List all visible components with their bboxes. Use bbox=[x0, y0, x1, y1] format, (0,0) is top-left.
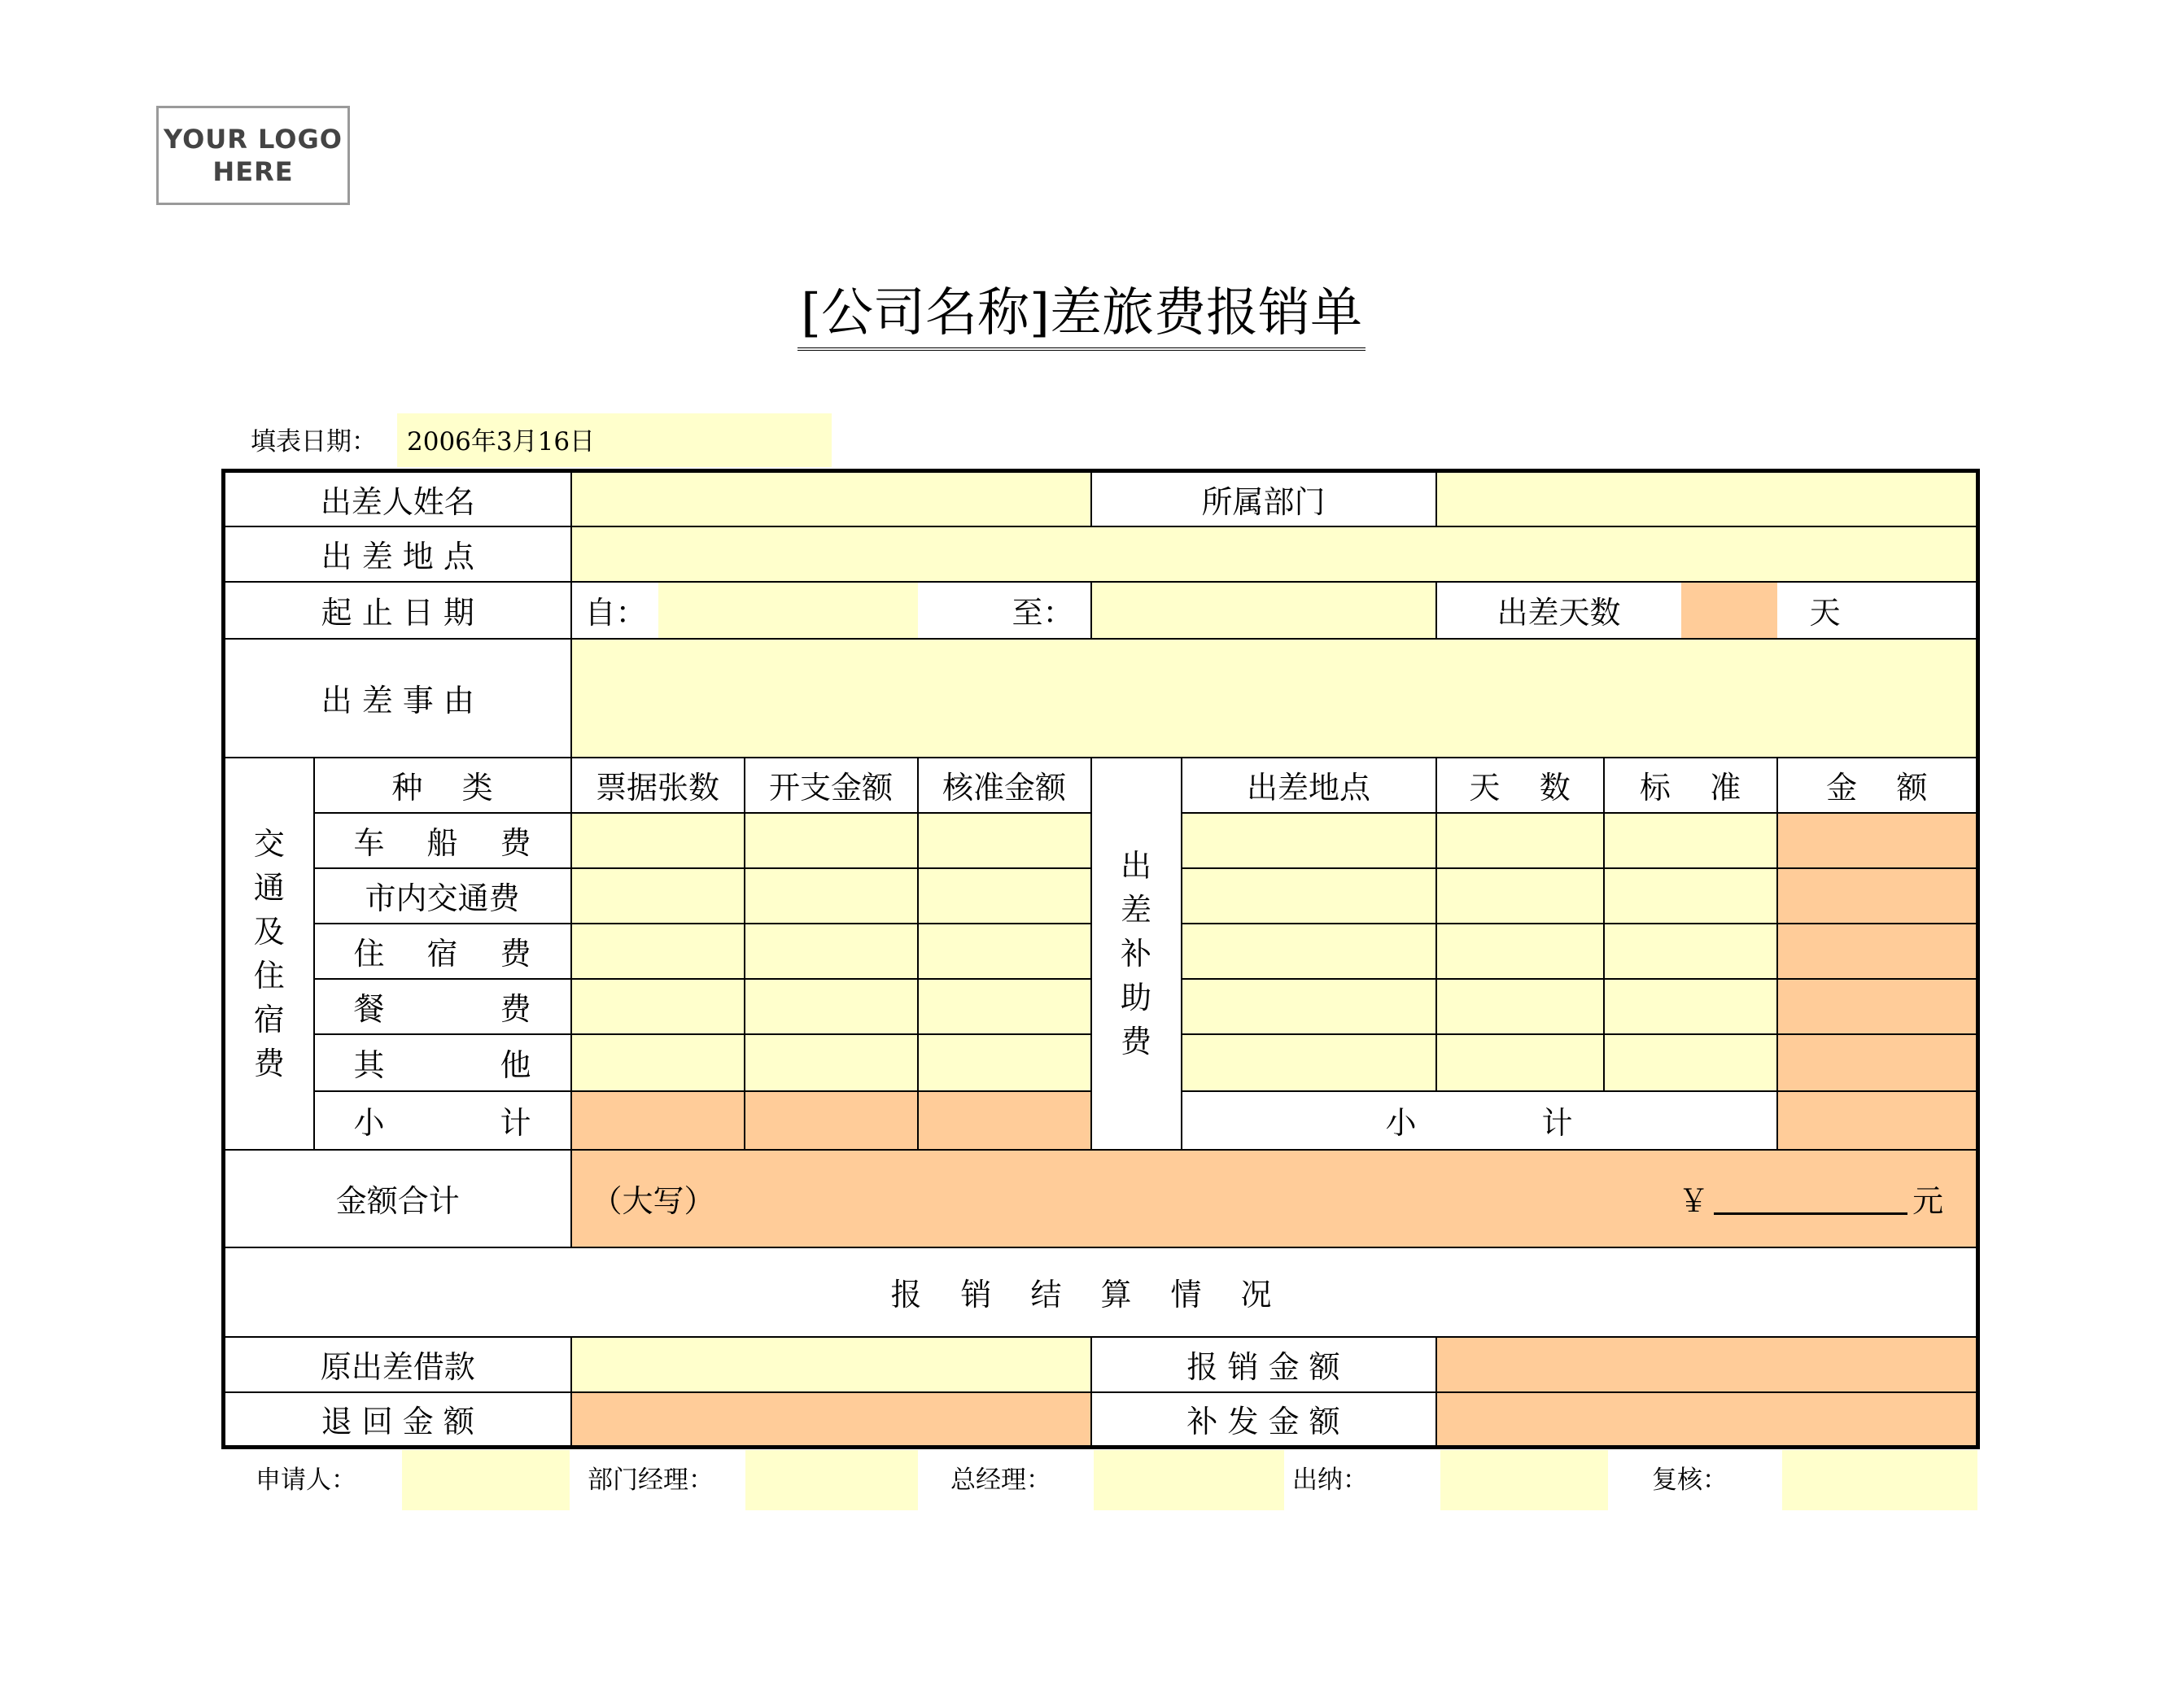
transport-group-label bbox=[224, 758, 314, 1150]
allowance-amount-field[interactable] bbox=[1777, 868, 1978, 924]
settlement-title-text: 报销结算情况 bbox=[890, 1277, 1311, 1313]
fill-date-label: 填表日期： bbox=[251, 427, 377, 456]
row-traveler bbox=[224, 471, 1978, 526]
expense-type-label bbox=[314, 924, 571, 979]
expense-type-label bbox=[314, 979, 571, 1034]
allowance-standard-field[interactable] bbox=[1604, 979, 1777, 1034]
label-part: 餐 bbox=[353, 991, 385, 1027]
allowance-group-char: 补 bbox=[1121, 935, 1152, 972]
label-part: 他 bbox=[500, 1047, 531, 1083]
period-label: 起 止 日 期 bbox=[224, 582, 571, 639]
allowance-group-label bbox=[1091, 758, 1182, 1150]
from-date-field-a[interactable] bbox=[658, 583, 745, 638]
refund-amount-field[interactable] bbox=[571, 1392, 1091, 1448]
expense-amount-field[interactable] bbox=[745, 979, 918, 1034]
settlement-row bbox=[224, 1337, 1978, 1392]
refund-amount-label: 退 回 金 额 bbox=[224, 1392, 571, 1448]
row-column-headers bbox=[224, 758, 1978, 813]
col-allowance-days: 天 数 bbox=[1436, 758, 1604, 813]
expense-amount-field[interactable] bbox=[745, 868, 918, 924]
row-location bbox=[224, 526, 1978, 582]
allowance-location-field[interactable] bbox=[1182, 813, 1436, 868]
receipt-count-field[interactable] bbox=[571, 1034, 745, 1091]
allowance-location-field[interactable] bbox=[1182, 979, 1436, 1034]
department-label: 所属部门 bbox=[1091, 471, 1436, 526]
fill-date-field[interactable]: 2006年3月16日 bbox=[397, 413, 832, 467]
approved-amount-field[interactable] bbox=[918, 813, 1091, 868]
original-advance-label: 原出差借款 bbox=[224, 1337, 571, 1392]
allowance-subtotal-label bbox=[1182, 1091, 1777, 1150]
expense-type-label bbox=[314, 813, 571, 868]
allowance-group-char: 差 bbox=[1121, 891, 1152, 928]
reason-label: 出 差 事 由 bbox=[224, 639, 571, 758]
reviewer-field[interactable] bbox=[1782, 1450, 1977, 1510]
subtotal-expense-amount[interactable] bbox=[745, 1091, 918, 1150]
days-field[interactable] bbox=[1681, 583, 1777, 638]
transport-group-char: 住 bbox=[253, 957, 285, 994]
allowance-subtotal-amount[interactable] bbox=[1777, 1091, 1978, 1150]
label-part: 其 bbox=[353, 1047, 385, 1083]
to-label: 至： bbox=[1012, 595, 1074, 631]
allowance-standard-field[interactable] bbox=[1604, 813, 1777, 868]
allowance-group-char: 助 bbox=[1121, 979, 1152, 1016]
col-approved-amount: 核准金额 bbox=[918, 758, 1091, 813]
receipt-count-field[interactable] bbox=[571, 868, 745, 924]
allowance-days-field[interactable] bbox=[1436, 813, 1604, 868]
department-field[interactable] bbox=[1436, 471, 1978, 526]
allowance-standard-field[interactable] bbox=[1604, 868, 1777, 924]
label-part: 费 bbox=[500, 936, 531, 972]
applicant-label: 申请人： bbox=[256, 1466, 356, 1495]
allowance-standard-field[interactable] bbox=[1604, 924, 1777, 979]
label-part: 费 bbox=[500, 991, 531, 1027]
col-receipt-count: 票据张数 bbox=[571, 758, 745, 813]
label-part: 宿 bbox=[426, 936, 458, 972]
approved-amount-field[interactable] bbox=[918, 1034, 1091, 1091]
label-part: 计 bbox=[500, 1105, 531, 1141]
col-allowance-amount: 金 额 bbox=[1777, 758, 1978, 813]
expense-type-label bbox=[314, 1034, 571, 1091]
from-label: 自： bbox=[584, 595, 647, 631]
original-advance-field[interactable] bbox=[571, 1337, 1091, 1392]
days-unit: 天 bbox=[1777, 582, 1978, 639]
allowance-amount-field[interactable] bbox=[1777, 1034, 1978, 1091]
label-part: 小 bbox=[1385, 1105, 1417, 1141]
reimburse-amount-label: 报 销 金 额 bbox=[1091, 1337, 1436, 1392]
allowance-days-field[interactable] bbox=[1436, 979, 1604, 1034]
expense-amount-field[interactable] bbox=[745, 1034, 918, 1091]
transport-group-char: 通 bbox=[253, 869, 285, 906]
applicant-field[interactable] bbox=[402, 1450, 570, 1510]
expense-amount-field[interactable] bbox=[745, 924, 918, 979]
traveler-name-field[interactable] bbox=[571, 471, 1091, 526]
allowance-days-field[interactable] bbox=[1436, 868, 1604, 924]
dept-manager-label: 部门经理： bbox=[588, 1466, 714, 1495]
label-part: 住 bbox=[353, 936, 385, 972]
allowance-group-char: 费 bbox=[1121, 1023, 1152, 1059]
to-date-field[interactable] bbox=[1091, 582, 1436, 639]
col-expense-amount: 开支金额 bbox=[745, 758, 918, 813]
allowance-days-field[interactable] bbox=[1436, 924, 1604, 979]
label-part: 计 bbox=[1541, 1105, 1573, 1141]
reimburse-amount-field[interactable] bbox=[1436, 1337, 1978, 1392]
label-part: 费 bbox=[500, 825, 531, 861]
traveler-name-label: 出差人姓名 bbox=[224, 471, 571, 526]
transport-group-char: 费 bbox=[253, 1045, 285, 1081]
days-cell bbox=[1436, 582, 1777, 639]
to-cell bbox=[918, 582, 1091, 639]
allowance-location-field[interactable] bbox=[1182, 924, 1436, 979]
yen-symbol: ￥ bbox=[1678, 1183, 1710, 1219]
receipt-count-field[interactable] bbox=[571, 924, 745, 979]
from-date-field-b bbox=[918, 583, 1004, 638]
allowance-days-field[interactable] bbox=[1436, 1034, 1604, 1091]
approved-amount-field[interactable] bbox=[918, 868, 1091, 924]
transport-group-char: 宿 bbox=[253, 1001, 285, 1037]
allowance-location-field[interactable] bbox=[1182, 868, 1436, 924]
allowance-amount-field[interactable] bbox=[1777, 813, 1978, 868]
total-amount-field[interactable] bbox=[571, 1150, 1978, 1247]
form-title bbox=[0, 277, 2163, 351]
label-part: 小 bbox=[353, 1105, 385, 1141]
general-manager-field[interactable] bbox=[1094, 1450, 1284, 1510]
col-allowance-location: 出差地点 bbox=[1182, 758, 1436, 813]
settlement-title bbox=[224, 1247, 1978, 1337]
location-field[interactable] bbox=[571, 526, 1978, 582]
subtotal-receipt-count[interactable] bbox=[571, 1091, 745, 1150]
reason-field[interactable] bbox=[571, 639, 1978, 758]
label-part: 船 bbox=[426, 825, 458, 861]
yuan-unit: 元 bbox=[1912, 1183, 1944, 1219]
supplement-amount-field[interactable] bbox=[1436, 1392, 1978, 1448]
dept-manager-field[interactable] bbox=[745, 1450, 918, 1510]
transport-group-char: 及 bbox=[253, 913, 285, 950]
col-type: 种 类 bbox=[314, 758, 571, 813]
row-period bbox=[224, 582, 1978, 639]
from-cell bbox=[571, 582, 745, 639]
allowance-amount-field[interactable] bbox=[1777, 924, 1978, 979]
total-label: 金额合计 bbox=[224, 1150, 571, 1247]
col-allowance-standard: 标 准 bbox=[1604, 758, 1777, 813]
from-date-field[interactable] bbox=[745, 582, 918, 639]
settlement-title-row bbox=[224, 1247, 1978, 1337]
reviewer-label: 复核： bbox=[1652, 1466, 1728, 1495]
cashier-label: 出纳： bbox=[1292, 1466, 1368, 1495]
expense-amount-field[interactable] bbox=[745, 813, 918, 868]
expense-type-label bbox=[314, 868, 571, 924]
transport-group-char: 交 bbox=[253, 825, 285, 862]
expense-form-table bbox=[221, 469, 1980, 1449]
form-title-text: [公司名称]差旅费报销单 bbox=[797, 279, 1366, 351]
receipt-count-field[interactable] bbox=[571, 813, 745, 868]
allowance-standard-field[interactable] bbox=[1604, 1034, 1777, 1091]
approved-amount-field[interactable] bbox=[918, 979, 1091, 1034]
receipt-count-field[interactable] bbox=[571, 979, 745, 1034]
subtotal-approved-amount[interactable] bbox=[918, 1091, 1091, 1150]
logo-text: YOUR LOGO HERE bbox=[164, 124, 343, 187]
total-row bbox=[224, 1150, 1978, 1247]
capital-label: （大写） bbox=[591, 1183, 715, 1219]
allowance-location-field[interactable] bbox=[1182, 1034, 1436, 1091]
settlement-row bbox=[224, 1392, 1978, 1448]
yen-amount-line[interactable] bbox=[1714, 1182, 1907, 1215]
row-reason bbox=[224, 639, 1978, 758]
cashier-field[interactable] bbox=[1440, 1450, 1608, 1510]
allowance-group-char: 出 bbox=[1121, 847, 1152, 884]
supplement-amount-label: 补 发 金 额 bbox=[1091, 1392, 1436, 1448]
general-manager-label: 总经理： bbox=[950, 1466, 1051, 1495]
transport-subtotal-label bbox=[314, 1091, 571, 1150]
location-label: 出 差 地 点 bbox=[224, 526, 571, 582]
days-label: 出差天数 bbox=[1497, 595, 1621, 631]
approved-amount-field[interactable] bbox=[918, 924, 1091, 979]
label-part: 车 bbox=[353, 825, 385, 861]
allowance-amount-field[interactable] bbox=[1777, 979, 1978, 1034]
label-part: 市内交通费 bbox=[365, 880, 520, 916]
company-logo bbox=[156, 106, 350, 205]
